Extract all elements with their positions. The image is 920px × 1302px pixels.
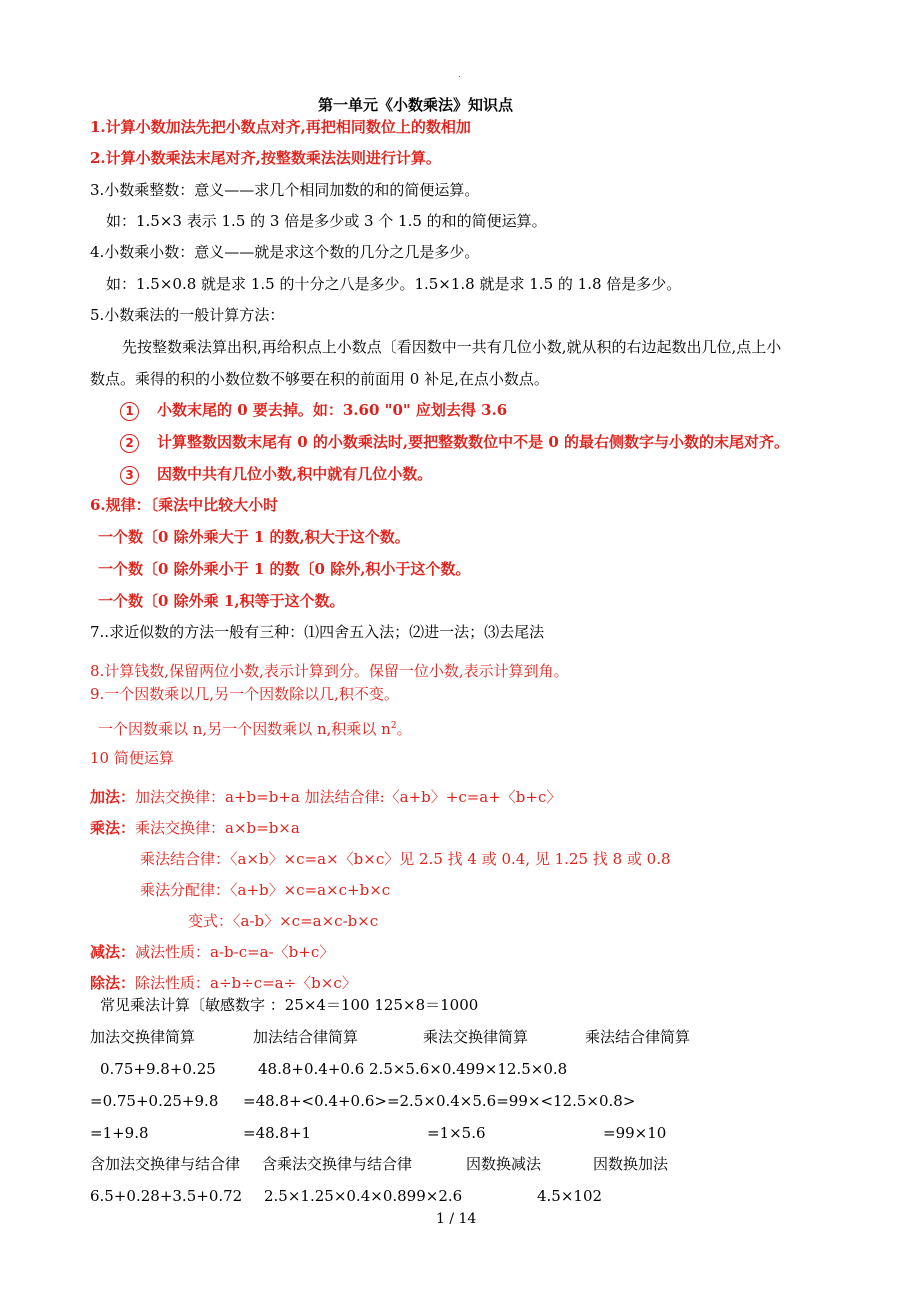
division-text: 除法性质：a÷b÷c=a÷〈b×c〉	[135, 974, 357, 992]
note-3	[120, 464, 432, 485]
point-4-example: 如：1.5×0.8 就是求 1.5 的十分之八是多少。1.5×1.8 就是求 1.5 的 1.8 倍是多少。	[106, 275, 682, 293]
row3-cell4: =99×10	[603, 1124, 667, 1142]
point-7: 7..求近似数的方法一般有三种：⑴四舍五入法；⑵进一法；⑶去尾法	[90, 623, 545, 641]
subtraction-label: 减法：	[90, 943, 136, 961]
point-9: 9.一个因数乘以几,另一个因数除以几,积不变。	[90, 685, 399, 703]
header2-4: 因数换加法	[593, 1155, 669, 1173]
rule-c: 一个数〔0 除外乘 1,积等于这个数。	[98, 592, 345, 610]
rule-a: 一个数〔0 除外乘大于 1 的数,积大于这个数。	[98, 528, 410, 546]
circled-number-1: 1	[120, 402, 139, 421]
row3-cell3: =1×5.6	[427, 1124, 486, 1142]
row2-cell1: =0.75+0.25+9.8	[90, 1092, 219, 1110]
division-label: 除法：	[90, 974, 136, 992]
point-9-a-text: 一个因数乘以 n,另一个因数乘以 n,积乘以 n	[98, 720, 391, 738]
table-header-3: 乘法交换律简算	[423, 1028, 529, 1046]
row4-cell1: 6.5+0.28+3.5+0.72	[90, 1187, 243, 1205]
point-1: 1.计算小数加法先把小数点对齐,再把相同数位上的数相加	[90, 118, 471, 136]
addition-label: 加法：	[90, 788, 136, 806]
circled-number-3: 3	[120, 466, 139, 485]
point-9-a-end: 。	[396, 720, 412, 738]
page-title: 第一单元《小数乘法》知识点	[318, 96, 514, 114]
table-header-4: 乘法结合律简算	[585, 1028, 691, 1046]
header2-2: 含乘法交换律与结合律	[262, 1155, 413, 1173]
multiplication-label: 乘法：	[90, 819, 136, 837]
mul-assoc: 乘法结合律：〈a×b〉×c=a×〈b×c〉见 2.5 找 4 或 0.4, 见 1.25 找 8 或 0.8	[140, 850, 671, 868]
row3-cell2: =48.8+1	[243, 1124, 312, 1142]
point-4: 4.小数乘小数：意义——就是求这个数的几分之几是多少。	[90, 243, 480, 261]
point-5: 5.小数乘法的一般计算方法：	[90, 306, 285, 324]
addition-line	[90, 787, 561, 807]
addition-text: 加法交换律：a+b=b+a 加法结合律:〈a+b〉+c=a+〈b+c〉	[135, 788, 562, 806]
point-3: 3.小数乘整数：意义——求几个相同加数的和的简便运算。	[90, 181, 480, 199]
mul-distributive: 乘法分配律：〈a+b〉×c=a×c+b×c	[140, 881, 391, 899]
point-10: 10 简便运算	[90, 749, 174, 767]
table-header-1: 加法交换律简算	[90, 1028, 196, 1046]
multiplication-text: 乘法交换律：a×b=b×a	[135, 819, 300, 837]
point-3-example: 如：1.5×3 表示 1.5 的 3 倍是多少或 3 个 1.5 的和的简便运算。	[106, 212, 547, 230]
row4-cell3: 4.5×102	[537, 1187, 603, 1205]
table-header-2: 加法结合律简算	[253, 1028, 359, 1046]
common-calc: 常见乘法计算〔敏感数字 ：25×4＝100 125×8＝1000	[100, 996, 479, 1014]
header2-3: 因数换减法	[466, 1155, 542, 1173]
superscript: 2	[390, 721, 397, 731]
subtraction-line	[90, 942, 334, 962]
point-2: 2.计算小数乘法末尾对齐,按整数乘法法则进行计算。	[90, 149, 441, 167]
multiplication-line	[90, 818, 300, 838]
point-9-a	[98, 716, 412, 739]
row2-cell2: =48.8+<0.4+0.6>=2.5×0.4×5.6=99×<12.5×0.8>	[243, 1092, 636, 1110]
note-1-text: 小数末尾的 0 要去掉。如：3.60 "0" 应划去得 3.6	[157, 401, 508, 419]
rule-b: 一个数〔0 除外乘小于 1 的数〔0 除外,积小于这个数。	[98, 560, 471, 578]
header2-1: 含加法交换律与结合律	[90, 1155, 241, 1173]
point-6: 6.规律：〔乘法中比较大小时	[90, 496, 279, 514]
point-8: 8.计算钱数,保留两位小数,表示计算到分。保留一位小数,表示计算到角。	[90, 662, 569, 680]
note-3-text: 因数中共有几位小数,积中就有几位小数。	[157, 465, 433, 483]
row3-cell1: =1+9.8	[90, 1124, 149, 1142]
circled-number-2: 2	[120, 434, 139, 453]
note-2-text: 计算整数因数末尾有 0 的小数乘法时,要把整数数位中不是 0 的最右侧数字与小数的末尾对齐。	[157, 433, 789, 451]
row1-cell2: 48.8+0.4+0.6 2.5×5.6×0.499×12.5×0.8	[258, 1060, 568, 1078]
row4-cell2: 2.5×1.25×0.4×0.899×2.6	[264, 1187, 463, 1205]
mul-variant: 变式：〈a-b〉×c=a×c-b×c	[188, 912, 379, 930]
subtraction-text: 减法性质：a-b-c=a-〈b+c〉	[135, 943, 335, 961]
page-number: 1 / 14	[436, 1211, 477, 1227]
point-5-para-b: 数点。乘得的积的小数位数不够要在积的前面用 0 补足,在点小数点。	[90, 370, 549, 388]
row1-cell1: 0.75+9.8+0.25	[100, 1060, 216, 1078]
header-dot: .	[458, 70, 461, 80]
note-1	[120, 400, 507, 421]
point-5-para-a: 先按整数乘法算出积,再给积点上小数点〔看因数中一共有几位小数,就从积的右边起数出几位,点上小	[122, 338, 782, 356]
division-line	[90, 973, 357, 993]
note-2	[120, 432, 789, 453]
